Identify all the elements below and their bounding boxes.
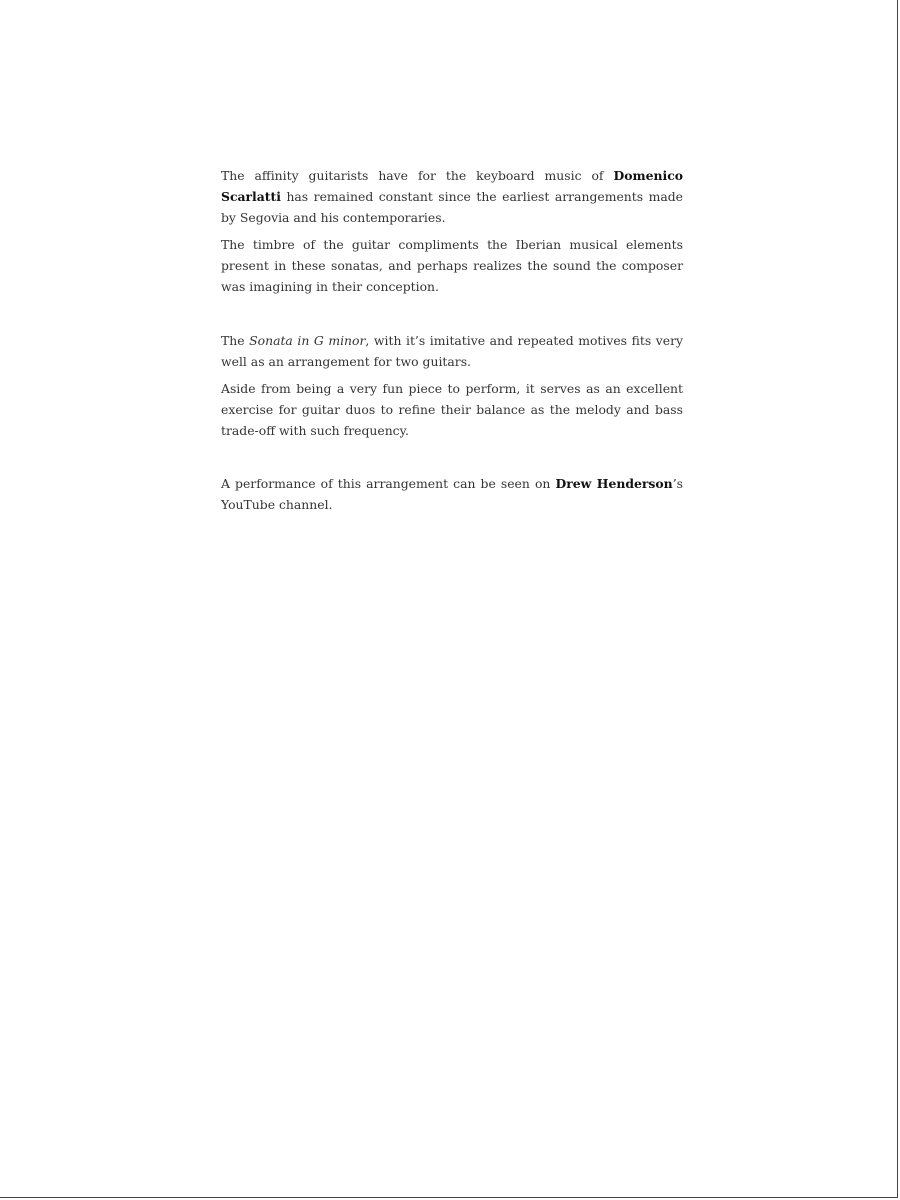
performer-name: Drew Henderson: [555, 476, 673, 491]
paragraph-duo-exercise: Aside from being a very fun piece to perform, it serves as an excellent exercise for guitar duos to refine their balance as the melody and bass trade-off with such frequency.: [221, 381, 683, 438]
paragraph-scarlatti-affinity: The affinity guitarists have for the keyboard music of Domenico Scarlatti has remained constant since the earliest arrangements made by Segovia and his contemporaries.: [221, 168, 683, 225]
sonata-title: Sonata in G minor: [249, 333, 366, 348]
performance-section: [221, 473, 683, 521]
composer-name: Domenico Scarlatti: [221, 168, 683, 204]
sonata-section: [221, 330, 683, 447]
paragraph-performance: A performance of this arrangement can be seen on Drew Henderson’s YouTube channel.: [221, 476, 683, 512]
paragraph-sonata-description: The Sonata in G minor, with it’s imitative and repeated motives fits very well as an arrangement for two guitars.: [221, 333, 683, 369]
intro-section: [221, 165, 683, 303]
paragraph-guitar-timbre: The timbre of the guitar compliments the Iberian musical elements present in these sonatas, and perhaps realizes the sound the composer was imagining in their conception.: [221, 237, 683, 294]
